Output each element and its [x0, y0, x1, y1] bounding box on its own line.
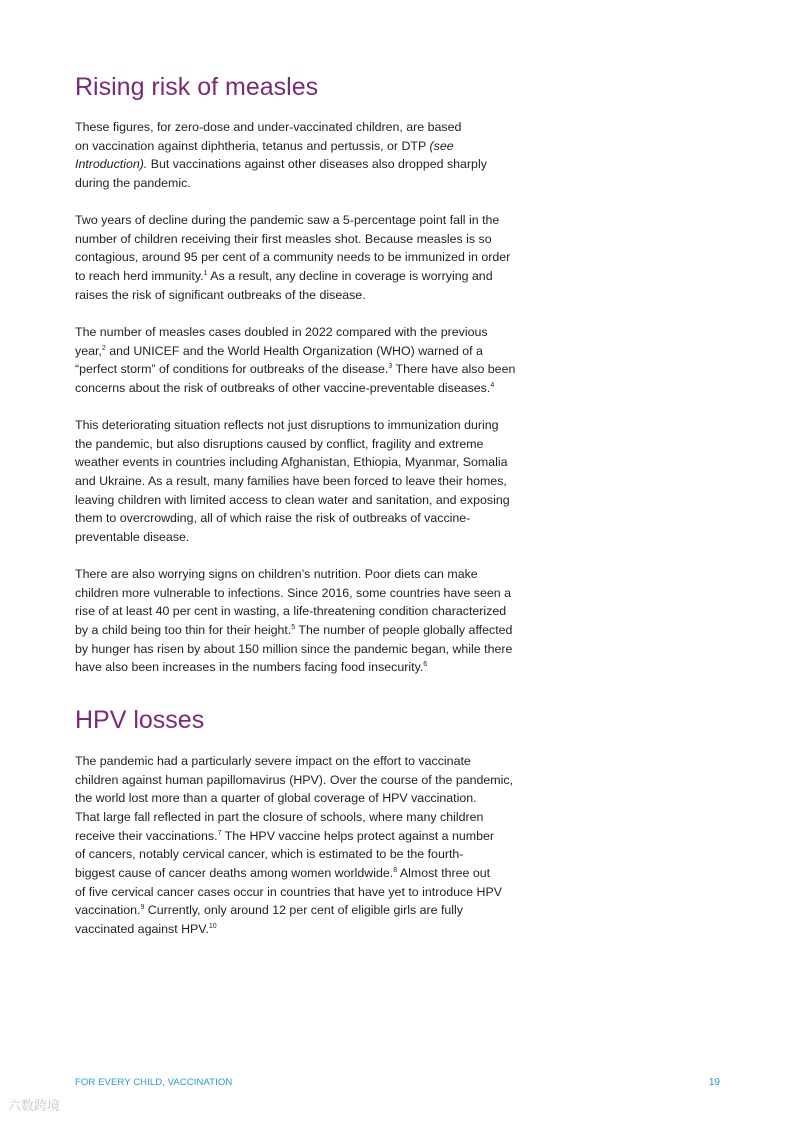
paragraph-hpv-1: The pandemic had a particularly severe impact on the effort to vaccinate children against human papillomavirus (HPV). Over the course of the pandemic, the world lost more than a quarter of global coverage of HPV vaccination. That large fall reflected in part the closure of schools, where many children receive their vaccinations.$^7$ The HPV vaccine helps protect against a number of cancers, notably cervical cancer, which is estimated to be the fourth- biggest cause of cancer deaths among women worldwide.$^8$ Almost three out of five cervical cancer cases occur in countries that have yet to introduce HPV vaccination.$^9$ Currently, only around 12 per cent of eligible girls are fully vaccinated against HPV.$^{10}$: [75, 754, 514, 936]
paragraph-measles-1: These figures, for zero-dose and under-vaccinated children, are based on vaccination against diphtheria, tetanus and pertussis, or DTP (see Introduction). But vaccinations against other diseases also dropped sharply during the pandemic.: [75, 120, 487, 190]
paragraph-measles-5: There are also worrying signs on children’s nutrition. Poor diets can make children more vulnerable to infections. Since 2016, some countries have seen a rise of at least 40 per cent in wasting, a life-threatening condition characterized by a child being too thin for their height.$^5$ The number of people globally affected by hunger has risen by about 150 million since the pandemic began, while there have also been increases in the numbers facing food insecurity.$^6$: [75, 567, 513, 675]
section-heading-measles: Rising risk of measles: [75, 73, 319, 101]
paragraph-measles-3: The number of measles cases doubled in 2022 compared with the previous year,$^2$ and UNICEF and the World Health Organization (WHO) warned of a “perfect storm” of conditions for outbreaks of the disease.$^3$ There have also been concerns about the risk of outbreaks of other vaccine-preventable diseases.$^4$: [75, 325, 516, 395]
section-heading-hpv: HPV losses: [75, 706, 205, 734]
footnote-ref-4: 4: [490, 381, 495, 389]
footnote-ref-5: 5: [291, 623, 296, 631]
paragraph-measles-4: This deteriorating situation reflects not just disruptions to immunization during the pandemic, but also disruptions caused by conflict, fragility and extreme weather events in countries including Afghanistan, Ethiopia, Myanmar, Somalia and Ukraine. As a result, many families have been forced to leave their homes, leaving children with limited access to clean water and sanitation, and exposing them to overcrowding, all of which raise the risk of outbreaks of vaccine- preventable disease.: [75, 418, 510, 544]
footnote-ref-2: 2: [101, 344, 106, 352]
paragraph-measles-2: Two years of decline during the pandemic saw a 5-percentage point fall in the number of children receiving their first measles shot. Because measles is so contagious, around 95 per cent of a community needs to be immunized in order to reach herd immunity.$^1$ As a result, any decline in coverage is worrying and raises the risk of significant outbreaks of the disease.: [75, 213, 511, 302]
page-number: 19: [708, 1077, 720, 1088]
footnote-ref-1: 1: [203, 269, 208, 277]
footer-running-title: FOR EVERY CHILD, VACCINATION: [75, 1077, 233, 1088]
footnote-ref-10: 10: [208, 922, 217, 930]
footnote-ref-6: 6: [423, 661, 428, 669]
footnote-ref-9: 9: [140, 904, 145, 912]
footnote-ref-3: 3: [388, 363, 393, 371]
footnote-ref-7: 7: [217, 829, 222, 837]
footnote-ref-8: 8: [393, 866, 398, 874]
watermark: 六数跨境: [8, 1099, 61, 1114]
